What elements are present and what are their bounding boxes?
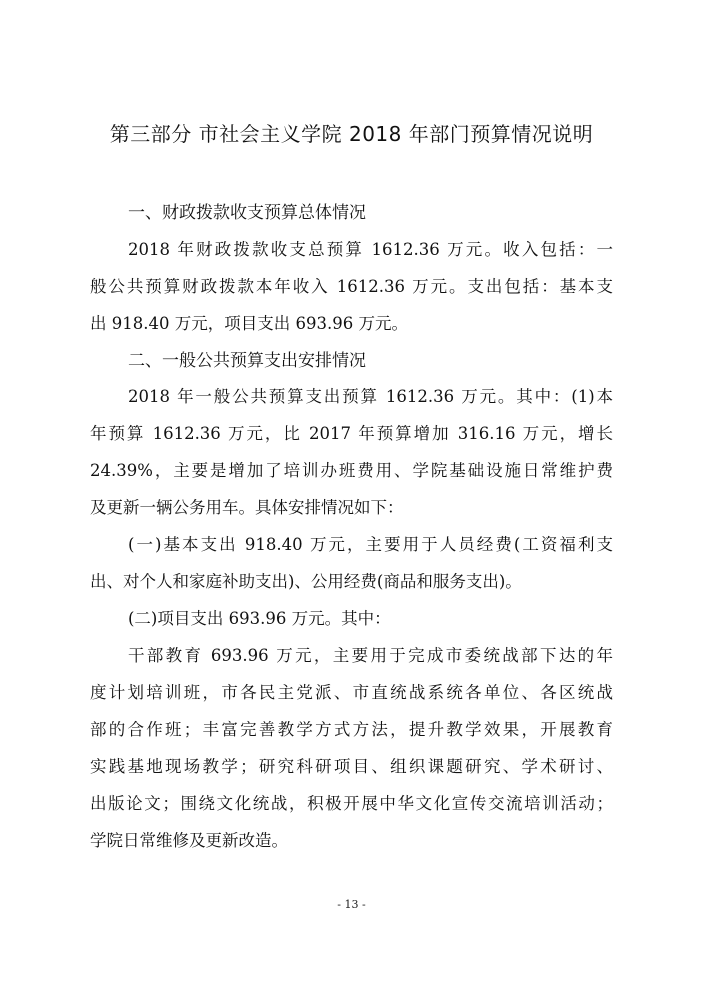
paragraph-line: 干部教育 693.96 万元，主要用于完成市委统战部下达的年: [128, 646, 613, 665]
paragraph-line: 2018 年一般公共预算支出预算 1612.36 万元。其中：(1)本: [128, 387, 613, 406]
page-number: - 13 -: [337, 898, 366, 911]
paragraph-line: 部的合作班；丰富完善教学方式方法，提升教学效果，开展教育: [90, 720, 613, 739]
paragraph-line: 实践基地现场教学；研究科研项目、组织课题研究、学术研讨、: [90, 757, 613, 776]
paragraph-line: 学院日常维修及更新改造。: [90, 831, 288, 850]
section-1-heading: 一、财政拨款收支预算总体情况: [128, 203, 366, 223]
paragraph-line: 年预算 1612.36 万元，比 2017 年预算增加 316.16 万元，增长: [90, 424, 613, 443]
page-title: 第三部分 市社会主义学院 2018 年部门预算情况说明: [109, 122, 594, 146]
paragraph-line: 及更新一辆公务用车。具体安排情况如下：: [90, 498, 404, 517]
paragraph-line: 度计划培训班，市各民主党派、市直统战系统各单位、各区统战: [90, 683, 613, 702]
paragraph-line: (二)项目支出 693.96 万元。其中：: [128, 609, 391, 628]
section-2-heading: 二、一般公共预算支出安排情况: [128, 351, 366, 371]
paragraph-line: 出 918.40 万元，项目支出 693.96 万元。: [90, 314, 408, 333]
paragraph-line: 出版论文；围绕文化统战，积极开展中华文化宣传交流培训活动；: [90, 794, 613, 813]
paragraph-line: 24.39%，主要是增加了培训办班费用、学院基础设施日常维护费: [90, 461, 613, 480]
paragraph-line: 般公共预算财政拨款本年收入 1612.36 万元。支出包括：基本支: [90, 277, 613, 296]
paragraph-line: (一)基本支出 918.40 万元，主要用于人员经费(工资福利支: [128, 535, 613, 554]
paragraph-line: 出、对个人和家庭补助支出)、公用经费(商品和服务支出)。: [90, 572, 522, 591]
paragraph-line: 2018 年财政拨款收支总预算 1612.36 万元。收入包括：一: [128, 240, 613, 259]
